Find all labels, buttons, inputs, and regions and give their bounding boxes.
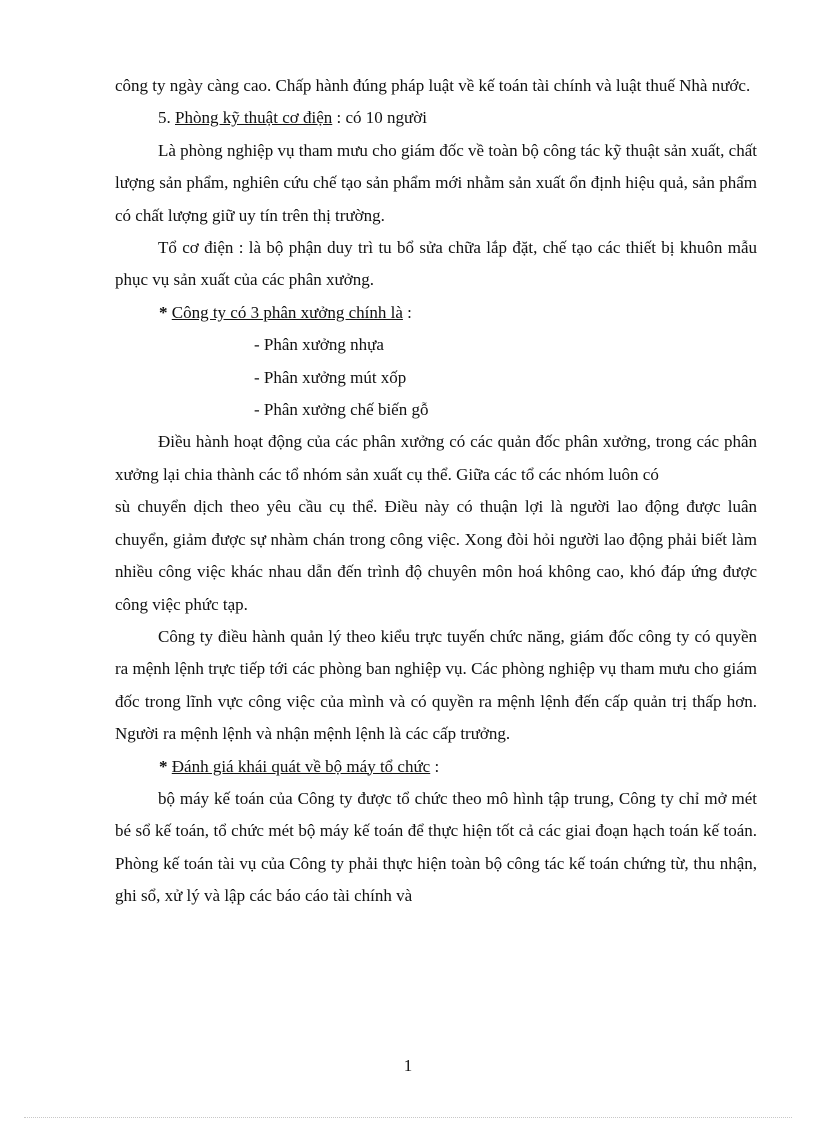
bullet-star: *: [159, 302, 168, 322]
section-5-heading: [115, 102, 757, 134]
evaluation-heading-title: Đánh giá khái quát về bộ máy tổ chức: [171, 756, 431, 776]
section-5-title: Phòng kỹ thuật cơ điện: [175, 108, 333, 128]
evaluation-paragraph: bộ máy kế toán của Công ty được tổ chức theo mô hình tập trung, Công ty chỉ mở mét bé sổ kế toán, tổ chức mét bộ máy kế toán để thực hiện tốt cả các giai đoạn hạch toán kế toán. Phòng kế toán tài vụ của Công ty phải thực hiện toàn bộ công tác kế toán chứng từ, thu nhận, ghi sổ, xử lý và lập các báo cáo tài chính và: [115, 788, 757, 906]
bullet-star: *: [159, 756, 168, 776]
section-5-number: 5.: [158, 108, 171, 128]
workshops-heading-title: Công ty có 3 phân xưởng chính là: [171, 302, 403, 322]
section-5-paragraph-1: Là phòng nghiệp vụ tham mưu cho giám đốc về toàn bộ công tác kỹ thuật sản xuất, chất lượng sản phẩm, nghiên cứu chế tạo sản phẩm mới nhằm sản xuất ổn định hiệu quả, sản phẩm có chất lượng giữ uy tín trên thị trường.: [115, 140, 757, 225]
list-item: - Phân xưởng mút xốp: [254, 367, 407, 387]
intro-paragraph: công ty ngày càng cao. Chấp hành đúng pháp luật về kế toán tài chính và luật thuế Nhà nước.: [115, 76, 751, 95]
management-paragraph-a: Điều hành hoạt động của các phân xưởng có các quản đốc phân xưởng, trong các phân xưởng lại chia thành các tổ nhóm sản xuất cụ thể. Giữa các tổ các nhóm luôn có: [115, 432, 757, 484]
page-content: [115, 70, 757, 913]
evaluation-heading-suffix: :: [430, 756, 440, 776]
evaluation-heading: [115, 751, 757, 783]
list-item: - Phân xưởng nhựa: [254, 335, 384, 355]
workshops-heading-suffix: :: [402, 302, 412, 322]
workshops-heading: [115, 297, 757, 329]
structure-paragraph: Công ty điều hành quản lý theo kiểu trực tuyến chức năng, giám đốc công ty có quyền ra mệnh lệnh trực tiếp tới các phòng ban nghiệp vụ. Các phòng nghiệp vụ tham mưu cho giám đốc trong lĩnh vực công việc của mình và có quyền ra mệnh lệnh đến cấp quản trị thấp hơn. Người ra mệnh lệnh và nhận mệnh lệnh là các cấp trưởng.: [115, 626, 757, 744]
section-5-suffix: : có 10 người: [332, 108, 427, 128]
management-paragraph-b: sù chuyển dịch theo yêu cầu cụ thể. Điều này có thuận lợi là người lao động được luân chuyển, giảm được sự nhàm chán trong công việc. Xong đòi hỏi người lao động phải biết làm nhiều công việc khác nhau dẫn đến trình độ chuyên môn hoá không cao, khó đáp ứng được công việc phức tạp.: [115, 497, 757, 614]
page-number: 1: [403, 1056, 413, 1075]
section-5-paragraph-2: Tổ cơ điện : là bộ phận duy trì tu bổ sửa chữa lắp đặt, chế tạo các thiết bị khuôn mẫu phục vụ sản xuất của các phân xưởng.: [115, 238, 757, 290]
page-bottom-divider: [24, 1117, 792, 1118]
list-item: - Phân xưởng chế biến gỗ: [254, 400, 429, 420]
